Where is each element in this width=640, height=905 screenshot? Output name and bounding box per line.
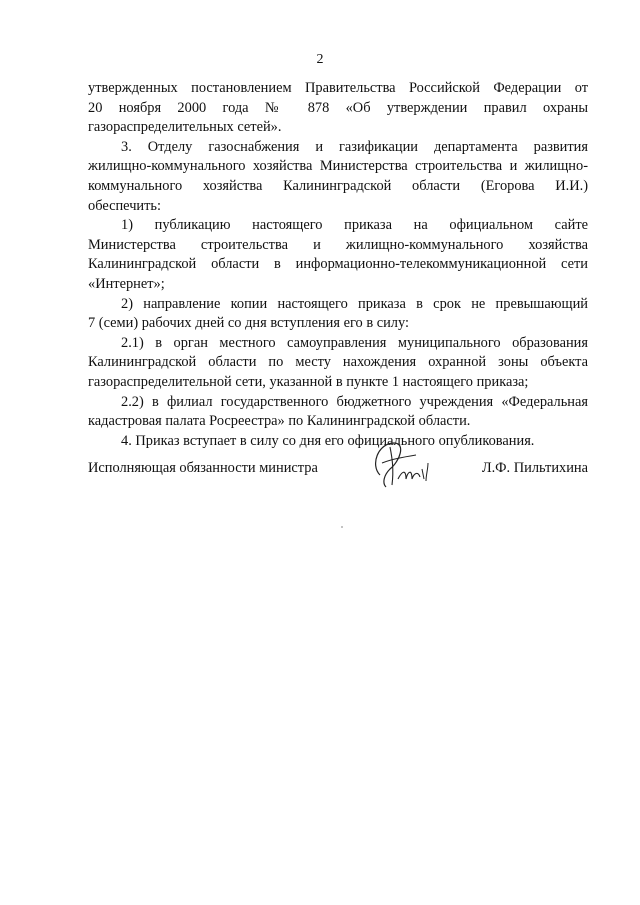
- document-body: [88, 79, 588, 451]
- paragraph-continuation: [88, 79, 588, 138]
- text-line: 1) публикацию настоящего приказа на официальном сайте: [121, 217, 588, 234]
- paragraph-item-2-1: [88, 334, 588, 393]
- signature-block: [88, 460, 588, 500]
- text-line: кадастровая палата Росреестра» по Калининградской области.: [88, 413, 471, 430]
- text-line: 4. Приказ вступает в силу со дня его официального опубликования.: [121, 432, 535, 449]
- text-line: 20 ноября 2000 года № 878 «Об утверждении правил охраны: [88, 99, 588, 116]
- paragraph-item-2: [88, 295, 588, 334]
- text-line: газораспределительной сети, указанной в пункте 1 настоящего приказа;: [88, 373, 529, 390]
- handwritten-signature: [360, 435, 440, 495]
- text-line: 7 (семи) рабочих дней со дня вступления его в силу:: [88, 315, 409, 332]
- paragraph-item-1: [88, 216, 588, 294]
- text-line: 2.2) в филиал государственного бюджетного учреждения «Федеральная: [121, 393, 588, 410]
- paragraph-item-2-2: [88, 393, 588, 432]
- text-line: Калининградской области в информационно-телекоммуникационной сети: [88, 256, 588, 273]
- text-line: Калининградской области по месту нахождения охранной зоны объекта: [88, 354, 588, 371]
- signatory-name: Л.Ф. Пильтихина: [481, 460, 588, 476]
- text-line: 3. Отделу газоснабжения и газификации департамента развития: [121, 138, 588, 155]
- text-line: жилищно-коммунального хозяйства Министерства строительства и жилищно-: [88, 158, 588, 175]
- text-line: Министерства строительства и жилищно-коммунального хозяйства: [88, 236, 588, 253]
- text-line: газораспределительных сетей».: [88, 119, 282, 136]
- text-line: коммунального хозяйства Калининградской области (Егорова И.И.): [88, 177, 588, 194]
- text-line: 2.1) в орган местного самоуправления муниципального образования: [121, 334, 588, 351]
- text-line: 2) направление копии настоящего приказа в срок не превышающий: [121, 295, 588, 312]
- page-number: 2: [316, 52, 324, 67]
- scan-dot: [341, 526, 343, 528]
- text-line: утвержденных постановлением Правительства Российской Федерации от: [88, 80, 588, 96]
- signatory-title: Исполняющая обязанности министра: [88, 460, 318, 476]
- paragraph-item-3: [88, 138, 588, 216]
- text-line: обеспечить:: [88, 197, 161, 214]
- text-line: «Интернет»;: [88, 275, 165, 292]
- paragraph-item-4: [88, 432, 588, 452]
